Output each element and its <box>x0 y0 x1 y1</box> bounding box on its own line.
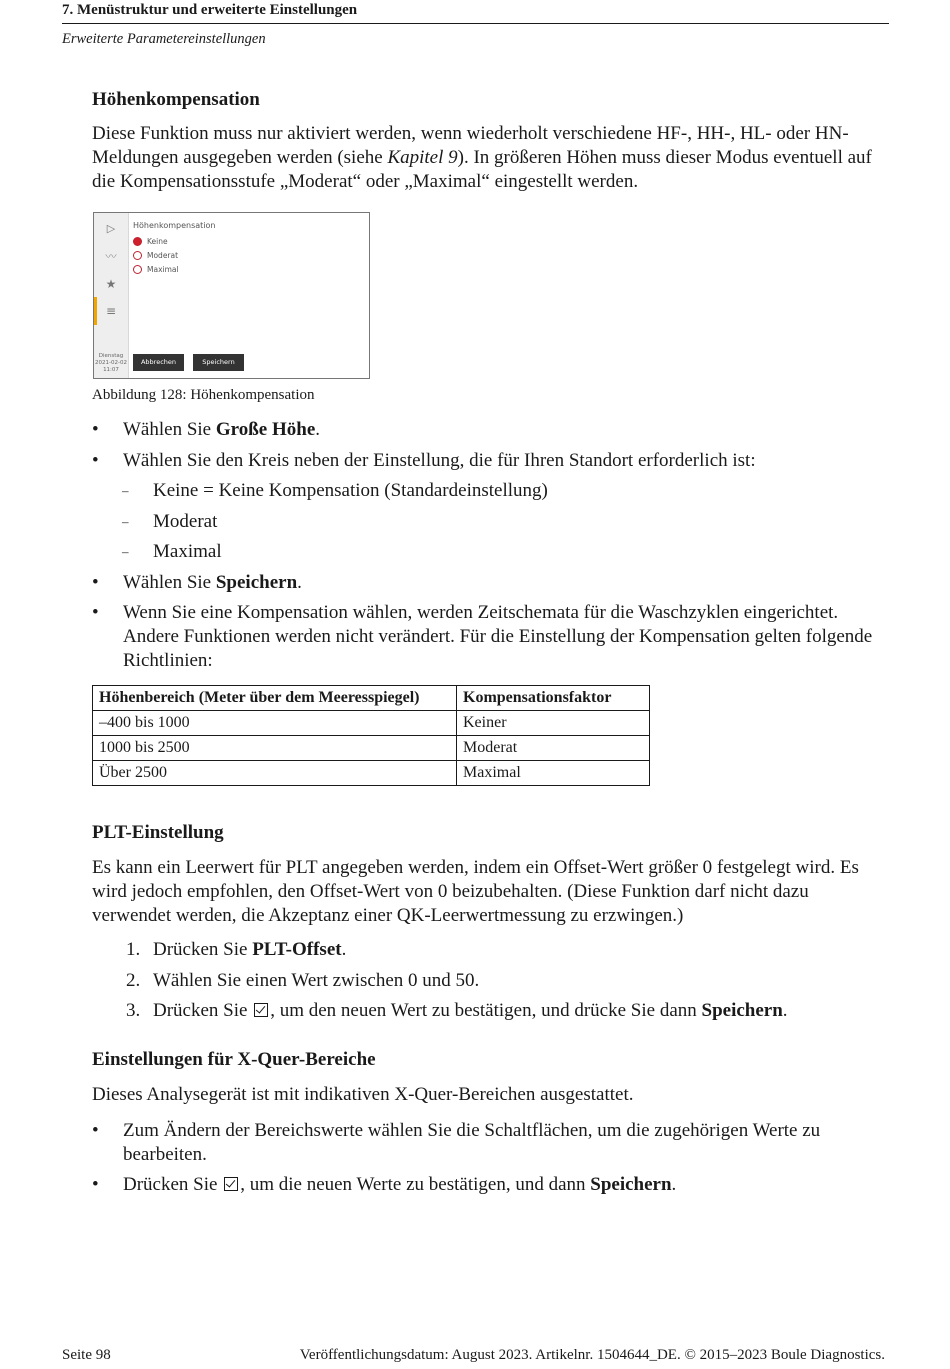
table-row <box>93 736 650 761</box>
chapter-title: 7. Menüstruktur und erweiterte Einstellungen <box>62 2 358 18</box>
table-cell: Maximal <box>457 761 650 786</box>
chapter-reference: Kapitel 9 <box>387 147 458 168</box>
radio-selected-icon <box>133 237 142 246</box>
device-screenshot: ▷ 〰 ★ ≡ Dienstag 2021-02-02 11:07 Höhenkompensation Keine Moderat Maximal Abbrechen Speichern <box>93 212 370 379</box>
table-header: Höhenbereich (Meter über dem Meeresspiegel) <box>93 686 457 711</box>
intro-paragraph: Diese Funktion muss nur aktiviert werden, wenn wiederholt verschiedene HF-, HH-, HL- oder HN-Meldungen ausgegeben werden (siehe Kapitel 9). In größeren Höhen muss dieser Modus eventuell auf die Kompensationsstufe „Moderat“ oder „Maximal“ eingestellt werden. <box>92 123 872 192</box>
table-row <box>93 711 650 736</box>
device-datetime: Dienstag 2021-02-02 11:07 <box>95 353 127 373</box>
menu-icon: ≡ <box>105 304 117 318</box>
table-cell: Über 2500 <box>93 761 457 786</box>
star-icon: ★ <box>105 277 117 291</box>
table-header-row <box>93 686 650 711</box>
heading-x-quer-bereiche: Einstellungen für X-Quer-Bereiche <box>92 1049 376 1070</box>
table-cell: 1000 bis 2500 <box>93 736 457 761</box>
altitude-table <box>92 685 650 786</box>
checkmark-box-icon <box>224 1177 238 1191</box>
radio-icon <box>133 265 142 274</box>
checkmark-box-icon <box>254 1003 268 1017</box>
section-subtitle: Erweiterte Parametereinstellungen <box>62 31 266 47</box>
table-row <box>93 761 650 786</box>
table-cell: Keiner <box>457 711 650 736</box>
table-header: Kompensationsfaktor <box>457 686 650 711</box>
radio-icon <box>133 251 142 260</box>
chart-icon: 〰 <box>105 250 117 263</box>
table-cell: –400 bis 1000 <box>93 711 457 736</box>
figure-caption: Abbildung 128: Höhenkompensation <box>92 387 315 403</box>
cancel-button: Abbrechen <box>133 354 184 371</box>
heading-hoehenkompensation: Höhenkompensation <box>92 89 260 110</box>
plt-paragraph: Es kann ein Leerwert für PLT angegeben werden, indem ein Offset-Wert größer 0 festgelegt wird. Es wird jedoch empfohlen, den Offset-Wert von 0 beizubehalten. (Diese Funktion darf nicht dazu verwendet werden, die Akzeptanz einer QK-Leerwertmessung zu erzwingen.) <box>92 857 859 926</box>
play-icon: ▷ <box>106 222 116 235</box>
save-button: Speichern <box>193 354 244 371</box>
heading-plt-einstellung: PLT-Einstellung <box>92 822 224 843</box>
publication-info: Veröffentlichungsdatum: August 2023. Artikelnr. 1504644_DE. © 2015–2023 Boule Diagnostics. <box>299 1347 885 1363</box>
x-quer-paragraph: Dieses Analysegerät ist mit indikativen X-Quer-Bereichen ausgestattet. <box>92 1084 634 1105</box>
device-sidebar <box>94 213 129 378</box>
screen-title: Höhenkompensation <box>133 221 216 230</box>
active-indicator <box>94 297 97 325</box>
header-rule <box>62 23 889 24</box>
table-cell: Moderat <box>457 736 650 761</box>
page-number: Seite 98 <box>62 1347 111 1363</box>
